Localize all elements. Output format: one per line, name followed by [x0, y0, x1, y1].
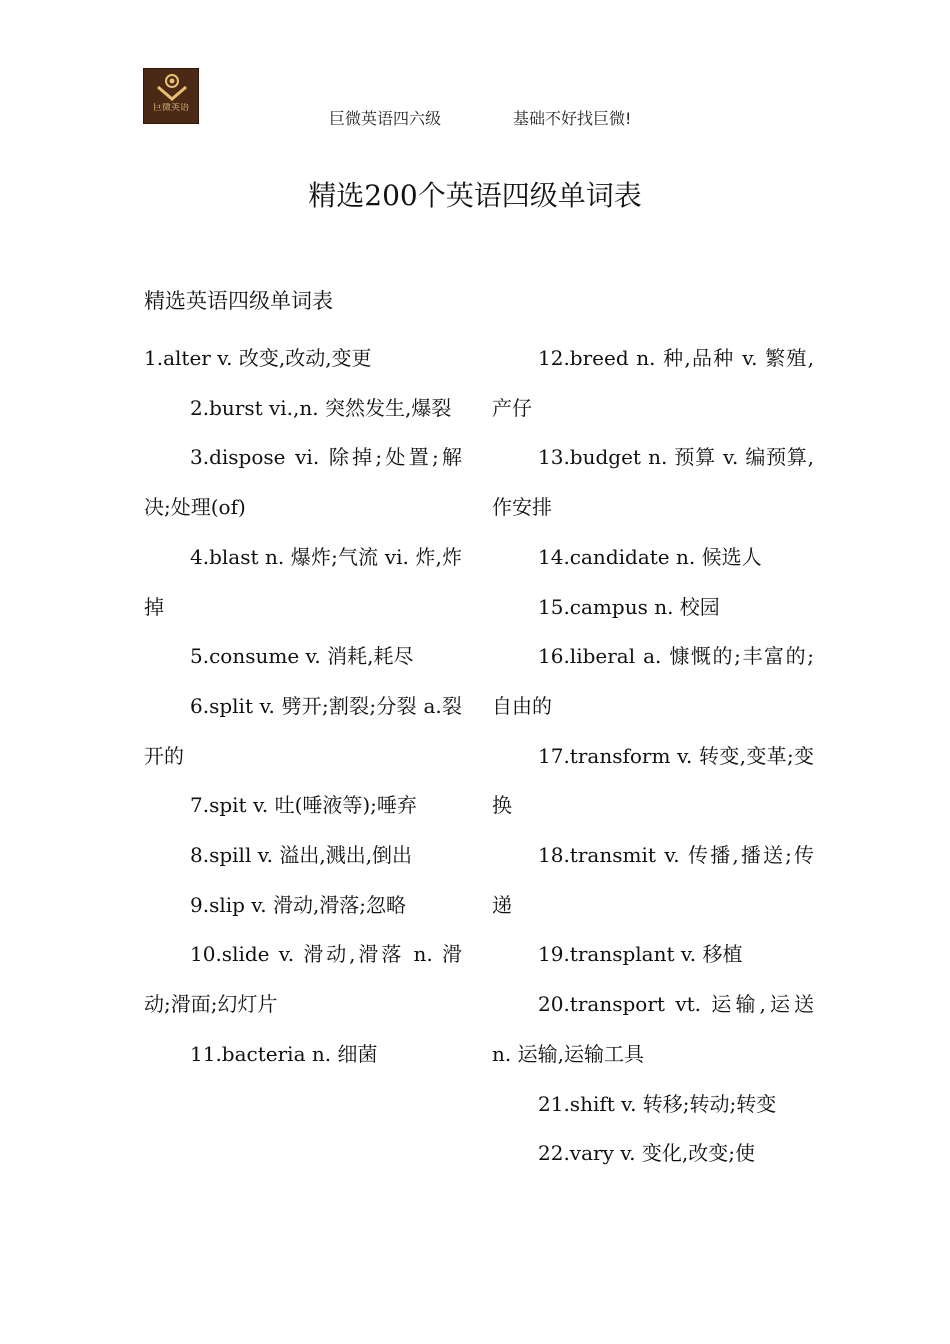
- vocab-entry: 10.slide v. 滑动,滑落 n. 滑动;滑面;幻灯片: [144, 942, 462, 1017]
- document-title: 精选200个英语四级单词表: [308, 179, 642, 212]
- vocab-entry: 6.split v. 劈开;割裂;分裂 a.裂开的: [144, 693, 462, 768]
- vocab-entry: 2.burst vi.,n. 突然发生,爆裂: [190, 395, 452, 420]
- vocab-entry: 1.alter v. 改变,改动,变更: [144, 346, 372, 370]
- right-column: [492, 334, 814, 1179]
- vocab-entry: 16.liberal a. 慷慨的;丰富的;自由的: [492, 644, 814, 718]
- vocab-entry: 5.consume v. 消耗,耗尽: [190, 644, 414, 669]
- vocab-entry: 7.spit v. 吐(唾液等);唾弃: [190, 793, 417, 818]
- vocab-entry: 19.transplant v. 移植: [538, 942, 743, 967]
- vocab-entry: 9.slip v. 滑动,滑落;忽略: [190, 892, 407, 917]
- vocab-entry: 3.dispose vi. 除掉;处置;解决;处理(of): [144, 445, 462, 520]
- vocab-entry: 17.transform v. 转变,变革;变换: [492, 743, 814, 818]
- document-subtitle: 精选英语四级单词表: [144, 289, 333, 313]
- vocab-entry: 20.transport vt. 运输,运送 n. 运输,运输工具: [492, 992, 814, 1066]
- left-column: [144, 334, 462, 1080]
- vocab-entry: 8.spill v. 溢出,溅出,倒出: [190, 843, 413, 868]
- vocab-entry: 18.transmit v. 传播,播送;传递: [492, 843, 814, 917]
- vocab-entry: 11.bacteria n. 细菌: [190, 1041, 378, 1066]
- logo-text: 巨微英语: [152, 103, 189, 113]
- header-tagline-left: 巨微英语四六级: [329, 109, 442, 128]
- vocab-entry: 22.vary v. 变化,改变;使: [538, 1141, 755, 1166]
- vocab-entry: 14.candidate n. 候选人: [538, 544, 762, 569]
- logo-emblem-icon: [144, 69, 200, 125]
- brand-logo: [143, 68, 199, 124]
- vocab-entry: 12.breed n. 种,品种 v. 繁殖,产仔: [492, 346, 814, 420]
- vocab-entry: 15.campus n. 校园: [538, 594, 720, 619]
- header-tagline-right: 基础不好找巨微!: [513, 109, 632, 128]
- vocab-entry: 13.budget n. 预算 v. 编预算,作安排: [492, 445, 814, 520]
- vocab-entry: 21.shift v. 转移;转动;转变: [538, 1091, 777, 1116]
- vocab-entry: 4.blast n. 爆炸;气流 vi. 炸,炸掉: [144, 544, 462, 619]
